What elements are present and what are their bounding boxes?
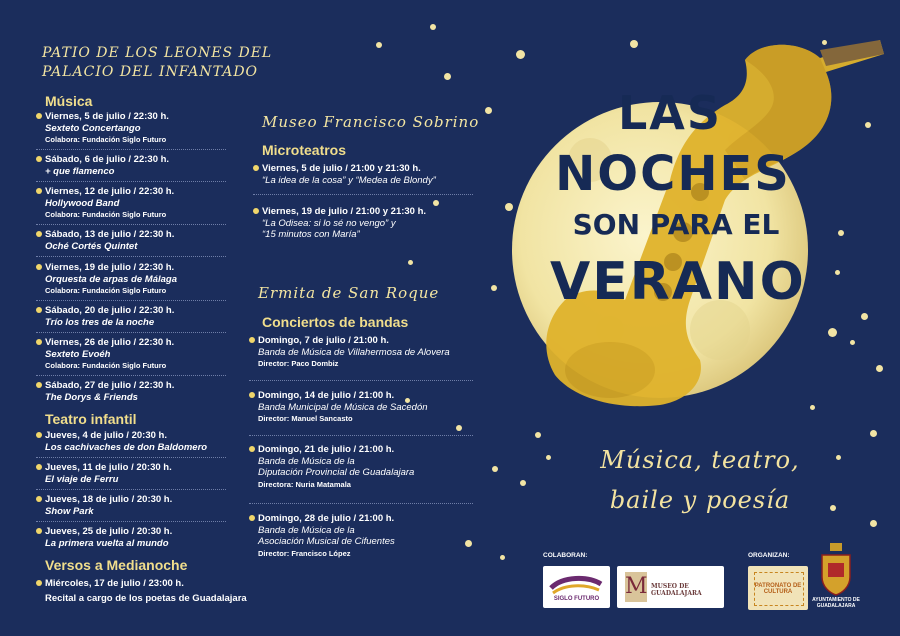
event-musica-8: Sábado, 27 de julio / 22:30 h. The Dorys & Friends [45, 380, 275, 403]
event-teatro-2: Jueves, 11 de julio / 20:30 h. El viaje de Ferru [45, 462, 275, 485]
logo-siglo-futuro: SIGLO FUTURO [543, 566, 610, 608]
event-teatro-4: Jueves, 25 de julio / 20:30 h. La primera vuelta al mundo [45, 526, 275, 549]
tagline-line2: baile y poesía [609, 486, 791, 514]
venue-patio-leones: PATIO DE LOS LEONES DEL PALACIO DEL INFANTADO [42, 45, 273, 80]
cover-title-line2: NOCHES [555, 146, 791, 202]
event-musica-7: Viernes, 26 de julio / 22:30 h. Sexteto Evoéh Colabora: Fundación Siglo Futuro [45, 337, 275, 372]
event-musica-4: Sábado, 13 de julio / 22:30 h. Oché Cortés Quintet [45, 229, 275, 252]
event-musica-5: Viernes, 19 de julio / 22:30 h. Orquesta de arpas de Málaga Colabora: Fundación Siglo Futuro [45, 262, 275, 297]
colaboran-label: COLABORAN: [543, 552, 588, 559]
cover-title-line1: LAS [617, 86, 723, 140]
venue-museo-sobrino: Museo Francisco Sobrino [262, 113, 480, 131]
organizan-label: ORGANIZAN: [748, 552, 790, 559]
event-musica-3: Viernes, 12 de julio / 22:30 h. Hollywood Band Colabora: Fundación Siglo Futuro [45, 186, 275, 221]
category-conciertos-bandas: Conciertos de bandas [262, 314, 409, 330]
event-teatro-3: Jueves, 18 de julio / 20:30 h. Show Park [45, 494, 275, 517]
category-versos-medianoche: Versos a Medianoche [45, 557, 188, 573]
logo-ayuntamiento: AYUNTAMIENTO DE GUADALAJARA [816, 541, 856, 613]
event-musica-2: Sábado, 6 de julio / 22:30 h. + que flamenco [45, 154, 275, 177]
event-microteatro-1: Viernes, 5 de julio / 21:00 y 21:30 h. “La idea de la cosa” y “Medea de Blondy” [262, 163, 492, 186]
event-banda-3: Domingo, 21 de julio / 21:00 h. Banda de Música de la Diputación Provincial de Guadalajara Directora: Nuria Matamala [258, 444, 488, 490]
logo-museo-guadalajara: M MUSEO DE GUADALAJARA [617, 566, 724, 608]
museo-m-icon: M [625, 572, 647, 602]
coat-of-arms-icon [816, 541, 856, 597]
logo-patronato-cultura: PATRONATO DE CULTURA [748, 566, 808, 610]
cover-title-line4: VERANO [550, 252, 806, 312]
tagline-line1: Música, teatro, [600, 446, 800, 474]
category-microteatros: Microteatros [262, 142, 347, 158]
event-microteatro-2: Viernes, 19 de julio / 21:00 y 21:30 h. “La Odisea: si lo sé no vengo” y “15 minutos con María” [262, 206, 492, 241]
event-versos-1: Miércoles, 17 de julio / 23:00 h. Recital a cargo de los poetas de Guadalajara [45, 578, 285, 604]
event-teatro-1: Jueves, 4 de julio / 20:30 h. Los cachivaches de don Baldomero [45, 430, 275, 453]
event-banda-4: Domingo, 28 de julio / 21:00 h. Banda de Música de la Asociación Musical de Cifuentes Director: Francisco López [258, 513, 488, 559]
event-banda-1: Domingo, 7 de julio / 21:00 h. Banda de Música de Villahermosa de Alovera Director: Paco Dombiz [258, 335, 488, 370]
venue-ermita-san-roque: Ermita de San Roque [258, 284, 440, 302]
cover-title-line3: SON PARA EL [572, 208, 780, 241]
event-banda-2: Domingo, 14 de julio / 21:00 h. Banda Municipal de Música de Sacedón Director: Manuel Sancasto [258, 390, 488, 425]
category-musica: Música [45, 93, 93, 109]
category-teatro-infantil: Teatro infantil [45, 411, 137, 427]
event-musica-6: Sábado, 20 de julio / 22:30 h. Trío los tres de la noche [45, 305, 275, 328]
event-musica-1: Viernes, 5 de julio / 22:30 h. Sexteto Concertango Colabora: Fundación Siglo Futuro [45, 111, 275, 146]
